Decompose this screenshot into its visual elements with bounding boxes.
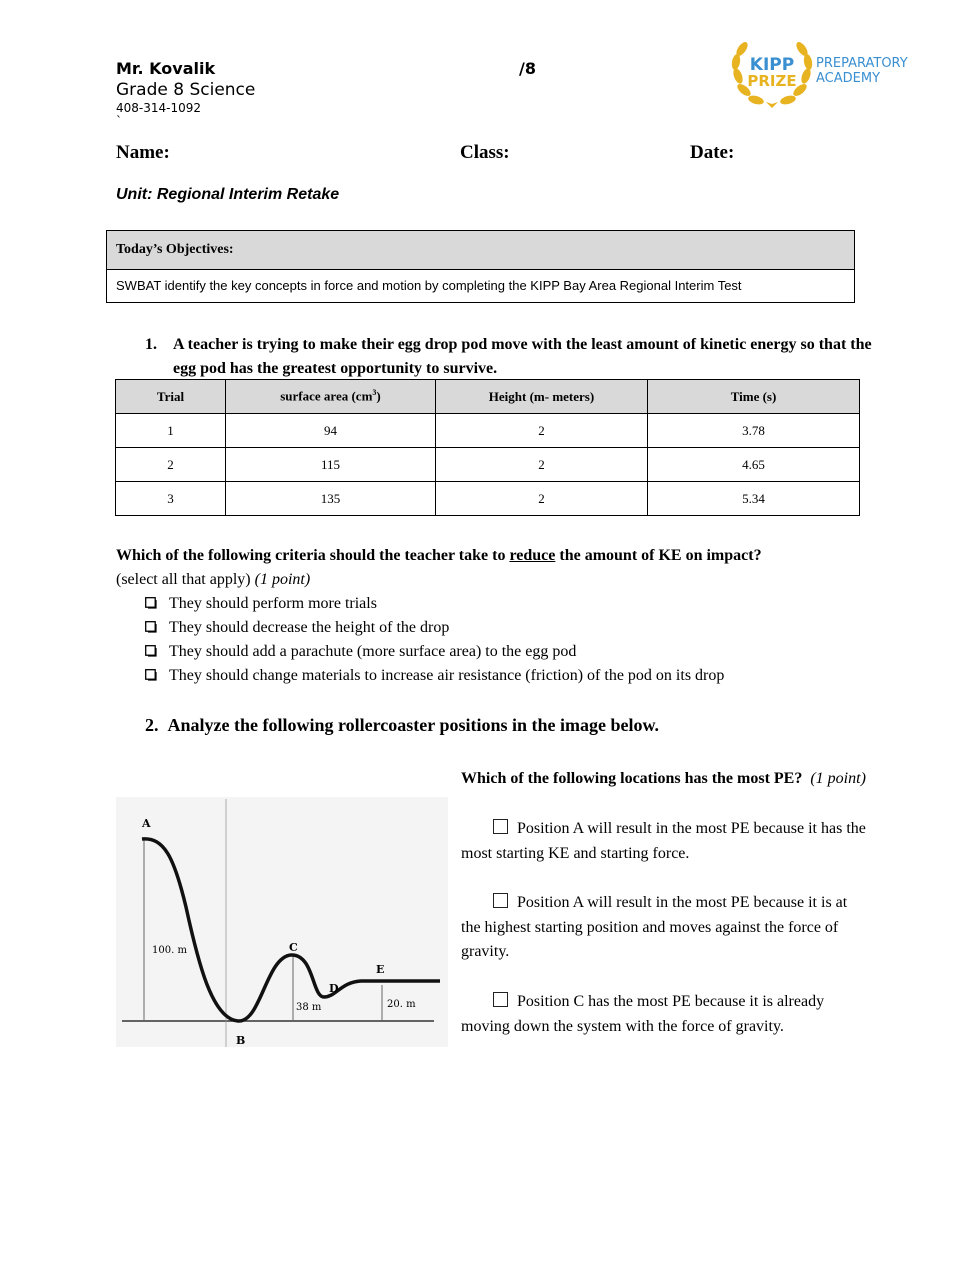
checkbox-icon[interactable] bbox=[145, 597, 157, 609]
checkbox-icon[interactable] bbox=[145, 645, 157, 657]
logo-kipp-text: KIPP bbox=[749, 55, 795, 75]
question-2-number: 2. bbox=[145, 715, 159, 735]
unit-title: Unit: Regional Interim Retake bbox=[116, 186, 340, 203]
table-row bbox=[116, 482, 860, 516]
label-d: D bbox=[329, 982, 339, 995]
table-header-row bbox=[116, 380, 860, 414]
table-row bbox=[116, 448, 860, 482]
label-a: A bbox=[142, 817, 151, 830]
label-c: C bbox=[289, 941, 298, 954]
height-label-100: 100. m bbox=[152, 945, 187, 956]
q2-choice-1[interactable] bbox=[461, 817, 866, 866]
egg-drop-table bbox=[115, 379, 860, 516]
course-name: Grade 8 Science bbox=[116, 80, 256, 100]
question-1-text: A teacher is trying to make their egg drop pod move with the least amount of kinetic energy so that the egg pod has the greatest opportunity to survive. bbox=[173, 336, 872, 377]
table-cell: 5.34 bbox=[648, 482, 860, 516]
table-header-height: Height (m- meters) bbox=[436, 380, 648, 414]
question-1-number: 1. bbox=[145, 336, 157, 353]
q2-points: (1 point) bbox=[810, 770, 866, 787]
objectives-text: SWBAT identify the key concepts in force and motion by completing the KIPP Bay Area Regional Interim Test bbox=[116, 278, 742, 293]
phone-number: 408-314-1092 bbox=[116, 101, 202, 115]
q1-option-label: They should decrease the height of the drop bbox=[169, 619, 450, 636]
q1-option-2[interactable] bbox=[145, 619, 449, 637]
q2-choice-label: Position A will result in the most PE because it has the most starting KE and starting force. bbox=[461, 820, 866, 862]
q2-choice-label: Position C has the most PE because it is already moving down the system with the force of gravity. bbox=[461, 993, 825, 1035]
q2-choice-3[interactable] bbox=[461, 990, 866, 1039]
table-header-surface-area: surface area $(cm^3)$ bbox=[226, 380, 436, 414]
table-cell: 3.78 bbox=[648, 414, 860, 448]
table-cell: 115 bbox=[226, 448, 436, 482]
criteria-question: Which of the following criteria should the teacher take to reduce the amount of KE on impact? bbox=[116, 547, 762, 564]
q1-points: (1 point) bbox=[254, 571, 311, 588]
q2-choice-label: Position A will result in the most PE because it is at the highest starting position and moves against the force of gravity. bbox=[461, 894, 848, 960]
objectives-box bbox=[106, 230, 855, 303]
label-e: E bbox=[376, 963, 385, 976]
table-cell: 2 bbox=[436, 482, 648, 516]
logo-prize-text: PRIZE bbox=[747, 72, 797, 90]
q1-option-3[interactable] bbox=[145, 643, 576, 661]
class-label: Class: bbox=[460, 142, 510, 163]
label-b: B bbox=[236, 1034, 246, 1047]
q2-choice-2[interactable] bbox=[461, 891, 866, 965]
kipp-prize-logo bbox=[728, 34, 918, 112]
q2-question: Which of the following locations has the most PE? (1 point) bbox=[461, 770, 866, 787]
checkbox-icon[interactable] bbox=[145, 669, 157, 681]
table-cell: 4.65 bbox=[648, 448, 860, 482]
table-header-time: Time (s) bbox=[648, 380, 860, 414]
height-label-38: 38 m bbox=[296, 1002, 322, 1013]
checkbox-icon[interactable] bbox=[493, 819, 508, 834]
table-cell: 2 bbox=[436, 414, 648, 448]
criteria-underlined-word: reduce bbox=[509, 547, 556, 564]
checkbox-icon[interactable] bbox=[493, 893, 508, 908]
logo-line2: ACADEMY bbox=[816, 71, 881, 86]
checkbox-icon[interactable] bbox=[493, 992, 508, 1007]
stray-mark: ` bbox=[116, 114, 122, 128]
score-box: /8 bbox=[519, 59, 536, 78]
q1-option-1[interactable] bbox=[145, 595, 377, 613]
checkbox-icon[interactable] bbox=[145, 621, 157, 633]
table-header-trial: Trial bbox=[116, 380, 226, 414]
rollercoaster-diagram bbox=[116, 797, 448, 1047]
select-note: (select all that apply) (1 point) bbox=[116, 571, 311, 588]
teacher-name: Mr. Kovalik bbox=[116, 59, 216, 78]
question-2 bbox=[145, 715, 659, 736]
name-label: Name: bbox=[116, 142, 170, 163]
date-label: Date: bbox=[690, 142, 735, 163]
height-label-20: 20. m bbox=[387, 999, 416, 1010]
question-2-text: Analyze the following rollercoaster positions in the image below. bbox=[167, 715, 659, 735]
table-cell: 94 bbox=[226, 414, 436, 448]
table-cell: 2 bbox=[116, 448, 226, 482]
q1-option-label: They should add a parachute (more surface area) to the egg pod bbox=[169, 643, 577, 660]
table-cell: 2 bbox=[436, 448, 648, 482]
logo-line1: PREPARATORY bbox=[816, 56, 908, 71]
table-cell: 1 bbox=[116, 414, 226, 448]
q1-option-label: They should change materials to increase air resistance (friction) of the pod on its drop bbox=[169, 667, 725, 684]
table-row bbox=[116, 414, 860, 448]
table-cell: 135 bbox=[226, 482, 436, 516]
q1-option-4[interactable] bbox=[145, 667, 724, 685]
q1-option-label: They should perform more trials bbox=[169, 595, 377, 612]
table-cell: 3 bbox=[116, 482, 226, 516]
objectives-heading: Today’s Objectives: bbox=[107, 231, 854, 270]
